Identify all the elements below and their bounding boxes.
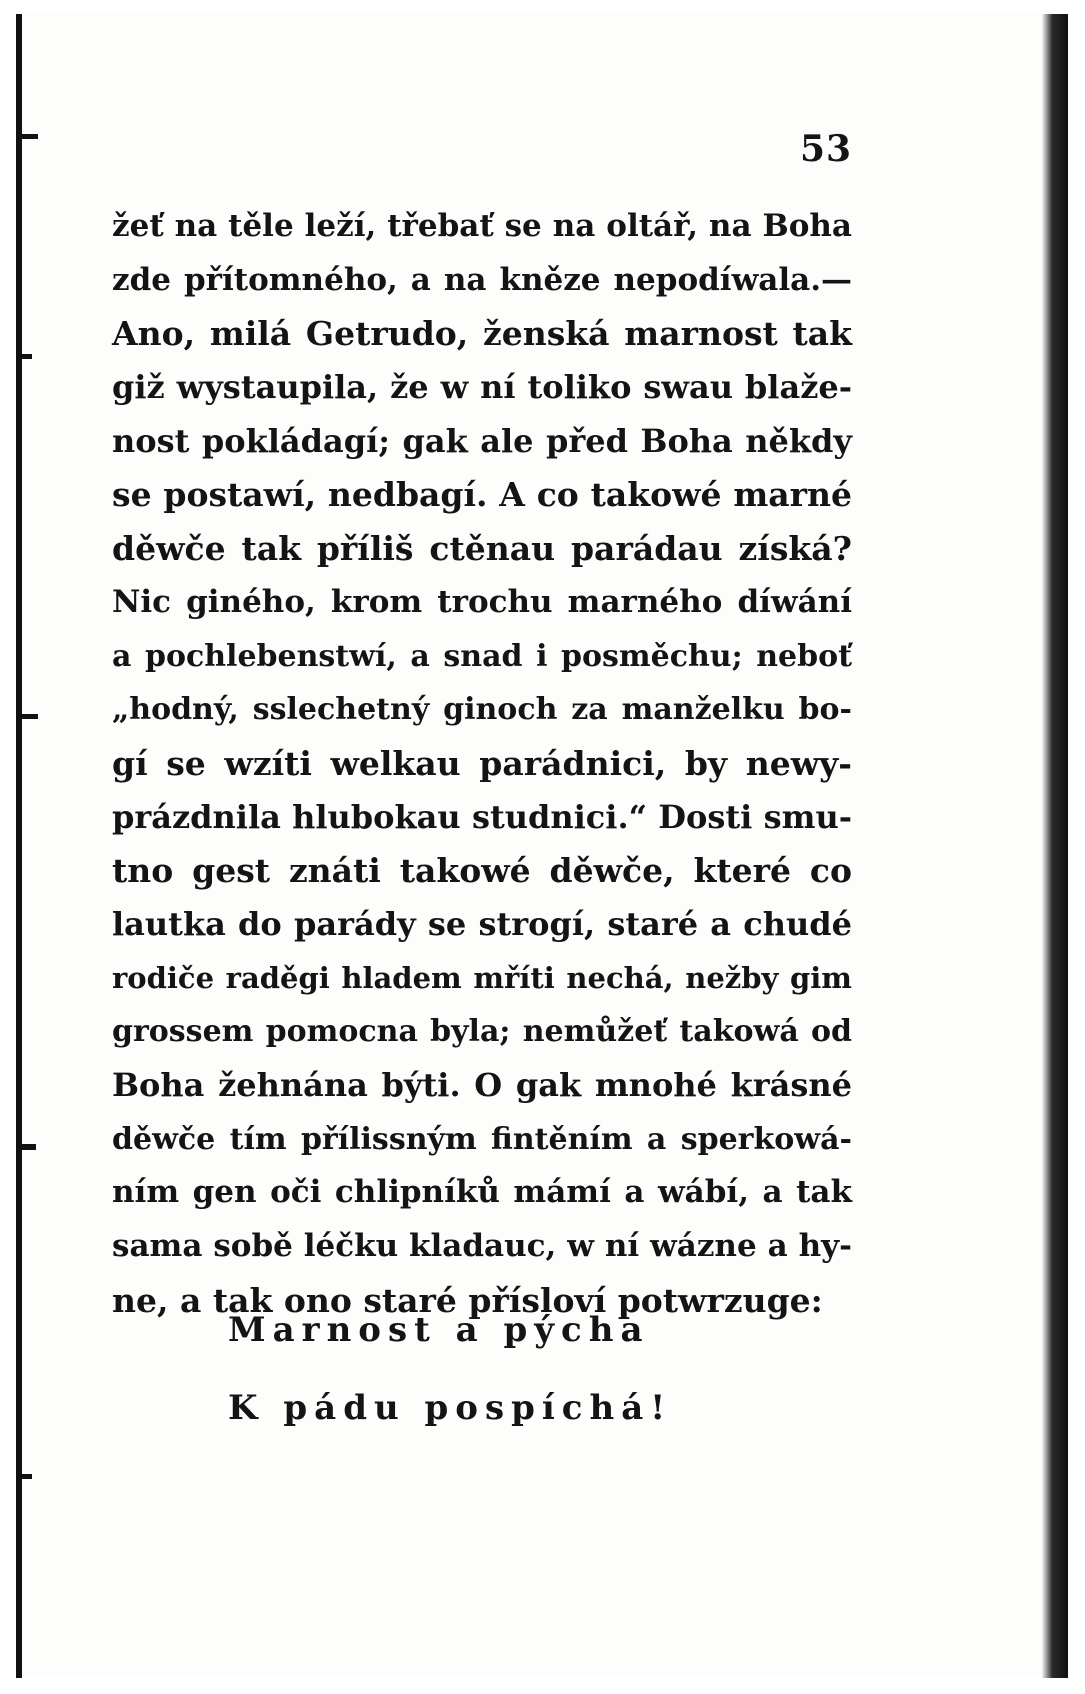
text-line: ním gen oči chlipníků mámí a wábí, a tak (112, 1174, 852, 1211)
text-line: Boha žehnána býti. O gak mnohé krásné (112, 1066, 852, 1104)
text-line: Ano, milá Getrudo, ženská marnost tak (112, 314, 852, 354)
text-line: děwče tím přílissným fintěním a sperkowá- (112, 1121, 852, 1157)
margin-mark (16, 1474, 32, 1479)
page-edge-shadow (1042, 14, 1068, 1678)
text-line: ne, a tak ono staré přísloví potwrzuge: (112, 1280, 823, 1320)
text-line: zde přítomného, a na kněze nepodíwala.— (112, 261, 852, 298)
text-line: sama sobě léčku kladauc, w ní wázne a hy- (112, 1228, 852, 1265)
margin-mark (16, 1144, 36, 1150)
text-line: děwče tak příliš ctěnau parádau získá? (112, 529, 852, 569)
text-line: Nic giného, krom trochu marného díwání (112, 583, 852, 620)
text-line: gí se wzíti welkau parádnici, by newy- (112, 743, 852, 783)
text-line: „hodný, sslechetný ginoch za manželku bo- (112, 692, 852, 728)
text-line: giž wystaupila, že w ní toliko swau blaže- (112, 368, 852, 407)
text-line: a pochlebenstwí, a snad i posměchu; neboť (112, 638, 852, 674)
text-line: lautka do parády se strogí, staré a chudé (112, 904, 852, 943)
page-number: 53 (800, 128, 853, 170)
verse-line: K pádu pospíchá! (228, 1388, 673, 1428)
text-line: tno gest znáti takowé děwče, které co (112, 851, 852, 891)
margin-mark (16, 714, 38, 719)
margin-mark (16, 134, 38, 139)
text-line: rodiče raděgi hladem mříti nechá, nežby gim (112, 960, 852, 995)
text-line: žeť na těle leží, třebať se na oltář, na Boha (112, 208, 852, 244)
text-line: nost pokládagí; gak ale před Boha někdy (112, 421, 852, 460)
verse-line: Marnost a pýcha (228, 1310, 650, 1350)
text-line: se postawí, nedbagí. A co takowé marné (112, 475, 852, 515)
text-line: grossem pomocna byla; nemůžeť takowá od (112, 1014, 852, 1050)
body-text (112, 200, 852, 1327)
text-line: prázdnila hlubokau studnici.“ Dosti smu- (112, 797, 852, 836)
margin-mark (16, 354, 32, 359)
